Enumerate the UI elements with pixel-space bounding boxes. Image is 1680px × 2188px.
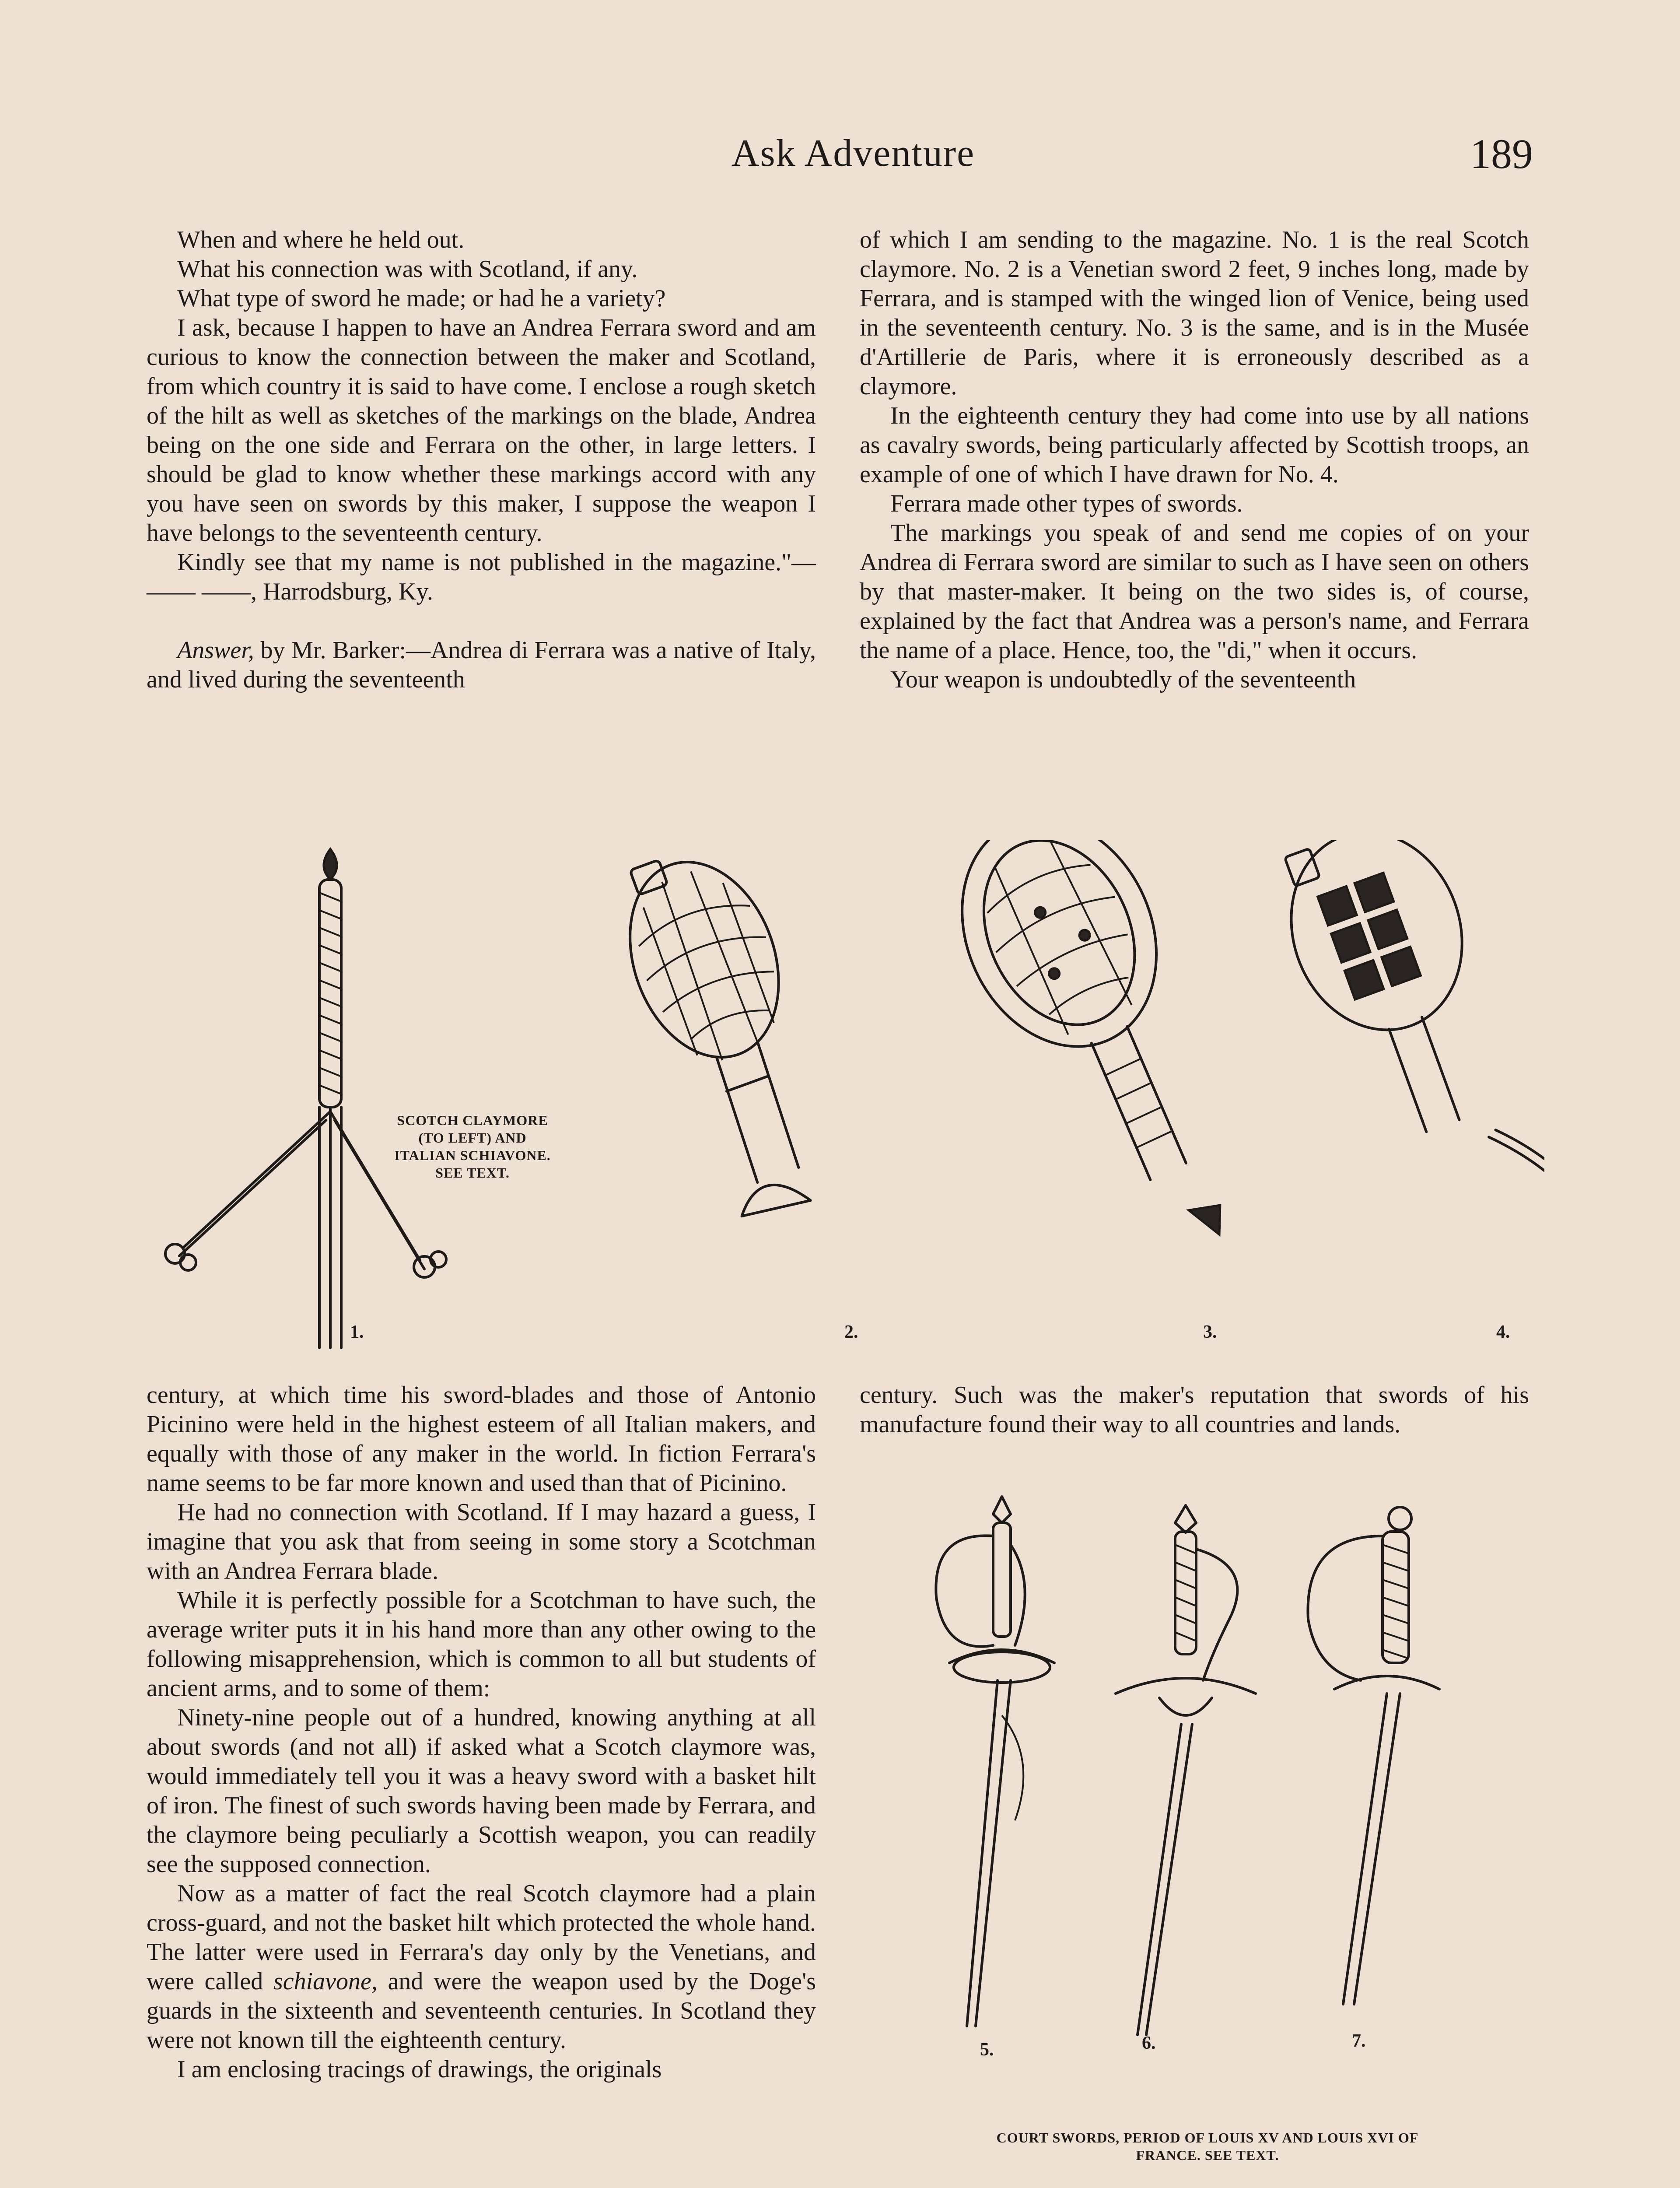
paragraph: Ferrara made other types of swords. [890,490,1243,517]
court-sword-6-drawing [1116,1505,1256,2035]
paragraph: Kindly see that my name is not published in the magazine."— —— ——, Harrodsburg, Ky. [147,549,816,605]
paragraph: What his connection was with Scotland, if any. [177,256,638,283]
text-span: Now as a matter of fact the real Scotch claymore had a plain cross-guard, and not the basket hilt which protected the whole hand. The latter were used in Ferrara's day only by the Venetians, and were called [147,1880,816,1995]
figure-number-1: 1. [350,1322,364,1342]
paragraph: What type of sword he made; or had he a variety? [177,285,666,312]
paragraph: Your weapon is undoubtedly of the seventeenth [890,666,1356,693]
basket-hilt-drawing [926,840,1287,1281]
paragraph: When and where he held out. [177,226,465,253]
figure-number-4: 4. [1496,1322,1510,1342]
sword-illustrations-1-4 [144,840,1544,1357]
paragraph: In the eighteenth century they had come into use by all nations as cavalry swords, being particularly affected by Scottish troops, an example of one of which I have drawn for No. 4. [860,402,1529,488]
paragraph: While it is perfectly possible for a Scotchman to have such, the average writer puts it in his hand more than any other owing to the following misapprehension, which is common to all but students of ancient arms, and to some of them: [147,1587,816,1702]
cavalry-hilt-drawing [1264,840,1544,1301]
paragraph: century, at which time his sword-blades and those of Antonio Picinino were held in the highest esteem of all Italian makers, and equally with those of any maker in the world. In fiction Ferrara's name seems to be far more known and used than that of Picinino. [147,1382,816,1497]
caption-line: COURT SWORDS, PERIOD OF LOUIS XV AND LOUIS XVI OF [996,2130,1419,2146]
paragraph: The markings you speak of and send me copies of on your Andrea di Ferrara sword are similar to such as I have seen on others by that master-maker. It being on the two sides is, of course, explained by the fact that Andrea was a person's name, and Ferrara the name of a place. Hence, too, the "di," when it occurs. [860,519,1529,664]
running-head: Ask Adventure [731,132,975,175]
figure-number-6: 6. [1142,2033,1156,2053]
sword-illustrations-5-7 [897,1488,1553,2074]
page-number: 189 [1470,130,1533,177]
figure-number-3: 3. [1203,1322,1217,1342]
caption-line: ITALIAN SCHIAVONE. [394,1147,551,1163]
paragraph [147,1879,816,2055]
answer-text: by Mr. Barker:—Andrea di Ferrara was a native of Italy, and lived during the seventeenth [147,637,816,693]
right-column-middle [860,1381,1529,1439]
figure-number-5: 5. [980,2040,994,2060]
court-sword-7-drawing [1308,1507,1439,2004]
caption-line: SEE TEXT. [435,1165,510,1181]
answer-paragraph [147,636,816,694]
caption-line: SCOTCH CLAYMORE [397,1112,548,1128]
text-span: and were the weapon used by the Doge's guards in the sixteenth and seventeenth centuries. In Scotland they were not known till the eighteenth century. [147,1968,816,2054]
paragraph: of which I am sending to the magazine. No. 1 is the real Scotch claymore. No. 2 is a Venetian sword 2 feet, 9 inches long, made by Ferrara, and is stamped with the winged lion of Venice, being used in the seventeenth century. No. 3 is the same, and is in the Musée d'Artillerie de Paris, where it is erroneously described as a claymore. [860,226,1529,400]
paragraph: I am enclosing tracings of drawings, the originals [177,2056,662,2083]
paragraph: Ninety-nine people out of a hundred, knowing anything at all about swords (and not all) if asked what a Scotch claymore was, would immediately tell you it was a heavy sword with a basket hilt of iron. The finest of such swords having been made by Ferrara, and the claymore being peculiarly a Scottish weapon, you can readily see the supposed connection. [147,1704,816,1878]
caption-line: FRANCE. SEE TEXT. [1136,2147,1279,2163]
right-column-top [860,225,1529,694]
left-column-top [147,225,816,694]
italic-term: schiavone, [273,1968,378,1995]
figure-2-caption [879,2129,1536,2164]
paragraph: He had no connection with Scotland. If I may hazard a guess, I imagine that you ask that from seeing in some story a Scotchman with an Andrea Ferrara blade. [147,1499,816,1585]
claymore-figure [144,840,1544,1357]
figure-number-7: 7. [1352,2031,1366,2051]
answer-label: Answer, [177,637,254,664]
claymore-drawing [165,849,446,1348]
figure-1-caption [376,1112,569,1182]
court-sword-5-drawing [936,1497,1054,2026]
left-column-bottom [147,1381,816,2084]
figure-number-2: 2. [844,1322,858,1342]
paragraph: I ask, because I happen to have an Andrea Ferrara sword and am curious to know the connection between the maker and Scotland, from which country it is said to have come. I enclose a rough sketch of the hilt as well as sketches of the markings on the blade, Andrea being on the one side and Ferrara on the other, in large letters. I should be glad to know whether these markings accord with any you have seen on swords by this maker, I suppose the weapon I have belongs to the seventeenth century. [147,314,816,547]
court-swords-figure [897,1488,1553,2074]
caption-line: (TO LEFT) AND [418,1130,527,1146]
paragraph: century. Such was the maker's reputation that swords of his manufacture found their way to all countries and lands. [860,1382,1529,1438]
schiavone-drawing [601,840,860,1231]
